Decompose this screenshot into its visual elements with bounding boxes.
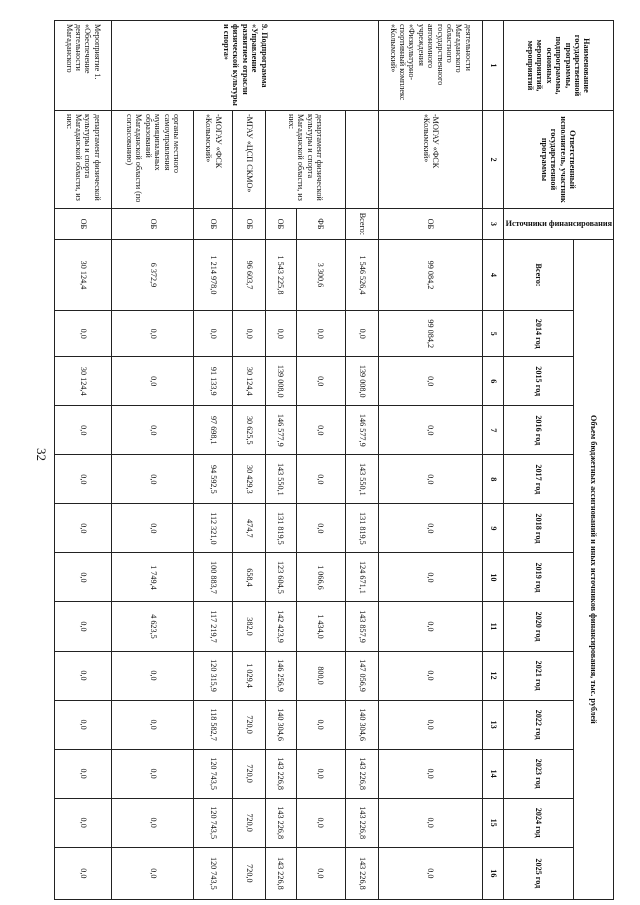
value-cell: 142 423,9 <box>265 602 296 651</box>
value-cell: 0,0 <box>378 700 482 749</box>
value-cell: 140 304,6 <box>345 700 378 749</box>
value-cell: 0,0 <box>112 406 194 455</box>
index-cell: 10 <box>483 553 504 602</box>
value-cell: 0,0 <box>345 311 378 357</box>
value-cell: 94 592,5 <box>194 455 232 504</box>
index-cell: 9 <box>483 504 504 553</box>
total-cell: 1 546 526,4 <box>345 239 378 311</box>
value-cell: 720,0 <box>232 700 265 749</box>
value-cell: 658,4 <box>232 553 265 602</box>
value-cell: 0,0 <box>378 406 482 455</box>
value-cell: 123 604,5 <box>265 553 296 602</box>
value-cell: 118 582,7 <box>194 700 232 749</box>
index-cell: 12 <box>483 651 504 700</box>
index-cell: 6 <box>483 357 504 406</box>
value-cell: 1 749,4 <box>112 553 194 602</box>
value-cell: 0,0 <box>378 847 482 899</box>
value-cell: 720,0 <box>232 798 265 847</box>
value-cell: 0,0 <box>55 651 112 700</box>
value-cell: 120 315,9 <box>194 651 232 700</box>
index-cell: 2 <box>483 110 504 208</box>
value-cell: 0,0 <box>296 311 345 357</box>
executor-cell: департамент физической культуры и спорта Магаданской области, из них: <box>265 110 345 208</box>
value-cell: 146 256,9 <box>265 651 296 700</box>
header-year: 2018 год <box>504 504 574 553</box>
value-cell: 99 084,2 <box>378 311 482 357</box>
value-cell: 30 429,3 <box>232 455 265 504</box>
value-cell: 800,0 <box>296 651 345 700</box>
value-cell: 100 883,7 <box>194 553 232 602</box>
page-number: 32 <box>34 448 49 461</box>
program-name-cell: деятельности Магаданского областного государственного автономного учреждения «Физкультурно-спортивный комплекс «Колымский» <box>378 21 482 111</box>
executor-cell: -МОГАУ «ФСК «Колымский» <box>194 110 232 208</box>
value-cell: 0,0 <box>296 504 345 553</box>
executor-cell: департамент физической культуры и спорта Магаданской области, из них: <box>55 110 112 208</box>
table-row <box>112 21 194 900</box>
value-cell: 30 124,4 <box>55 357 112 406</box>
value-cell: 0,0 <box>55 602 112 651</box>
index-cell: 4 <box>483 239 504 311</box>
header-year: 2015 год <box>504 357 574 406</box>
header-total: Всего: <box>504 239 574 311</box>
value-cell: 0,0 <box>296 357 345 406</box>
value-cell: 0,0 <box>55 504 112 553</box>
total-cell: 1 543 225,8 <box>265 239 296 311</box>
table-row <box>194 21 232 900</box>
header-year: 2023 год <box>504 749 574 798</box>
source-cell: Всего: <box>345 209 378 240</box>
source-cell: ОБ <box>265 209 296 240</box>
value-cell: 0,0 <box>232 311 265 357</box>
value-cell: 143 226,8 <box>345 749 378 798</box>
value-cell: 143 226,8 <box>265 749 296 798</box>
value-cell: 1 066,6 <box>296 553 345 602</box>
index-cell: 14 <box>483 749 504 798</box>
executor-cell: -МГАУ «ЦСП СКМО» <box>232 110 265 208</box>
index-cell: 5 <box>483 311 504 357</box>
index-cell: 1 <box>483 21 504 111</box>
value-cell: 0,0 <box>112 504 194 553</box>
table-row <box>378 21 482 900</box>
value-cell: 143 226,8 <box>345 847 378 899</box>
value-cell: 0,0 <box>112 798 194 847</box>
value-cell: 143 226,8 <box>265 798 296 847</box>
value-cell: 140 304,6 <box>265 700 296 749</box>
value-cell: 0,0 <box>378 455 482 504</box>
value-cell: 91 133,9 <box>194 357 232 406</box>
value-cell: 0,0 <box>55 455 112 504</box>
subprogram-name-cell: 9. Подпрограмма «Управление развитием отрасли физической культуры и спорта» <box>112 21 379 111</box>
value-cell: 0,0 <box>296 749 345 798</box>
index-cell: 8 <box>483 455 504 504</box>
value-cell: 0,0 <box>112 749 194 798</box>
value-cell: 143 550,1 <box>265 455 296 504</box>
header-year: 2021 год <box>504 651 574 700</box>
value-cell: 146 577,9 <box>345 406 378 455</box>
value-cell: 0,0 <box>296 406 345 455</box>
header-funding-source <box>504 209 614 240</box>
value-cell: 146 577,9 <box>265 406 296 455</box>
value-cell: 0,0 <box>296 847 345 899</box>
total-cell: 99 084,2 <box>378 239 482 311</box>
source-cell: ОБ <box>112 209 194 240</box>
total-cell: 3 300,6 <box>296 239 345 311</box>
value-cell: 0,0 <box>55 311 112 357</box>
rotated-table-container <box>54 20 614 900</box>
value-cell: 139 008,0 <box>265 357 296 406</box>
total-cell: 1 214 978,0 <box>194 239 232 311</box>
table-row <box>55 21 112 900</box>
value-cell: 131 819,5 <box>265 504 296 553</box>
value-cell: 131 819,5 <box>345 504 378 553</box>
value-cell: 0,0 <box>194 311 232 357</box>
value-cell: 143 226,8 <box>345 798 378 847</box>
header-program-name: Наименование государственной программы, подпрограммы, основных мероприятий, мероприятий <box>504 21 614 111</box>
source-cell: ОБ <box>194 209 232 240</box>
header-year: 2017 год <box>504 455 574 504</box>
source-cell: ОБ <box>55 209 112 240</box>
value-cell: 143 226,8 <box>265 847 296 899</box>
value-cell: 0,0 <box>55 847 112 899</box>
value-cell: 0,0 <box>112 651 194 700</box>
value-cell: 0,0 <box>55 798 112 847</box>
index-row <box>483 21 504 900</box>
value-cell: 0,0 <box>112 357 194 406</box>
header-year: 2016 год <box>504 406 574 455</box>
value-cell: 97 698,1 <box>194 406 232 455</box>
value-cell: 0,0 <box>55 749 112 798</box>
value-cell: 0,0 <box>296 455 345 504</box>
value-cell: 120 743,5 <box>194 847 232 899</box>
value-cell: 120 743,5 <box>194 749 232 798</box>
value-cell: 0,0 <box>112 311 194 357</box>
page-number-wrap <box>35 448 49 462</box>
executor-cell <box>345 110 378 208</box>
index-cell: 13 <box>483 700 504 749</box>
header-year: 2024 год <box>504 798 574 847</box>
value-cell: 0,0 <box>378 749 482 798</box>
value-cell: 0,0 <box>378 504 482 553</box>
value-cell: 0,0 <box>296 700 345 749</box>
header-year: 2025 год <box>504 847 574 899</box>
index-cell: 11 <box>483 602 504 651</box>
value-cell: 0,0 <box>296 798 345 847</box>
value-cell: 1 029,4 <box>232 651 265 700</box>
header-year: 2020 год <box>504 602 574 651</box>
value-cell: 139 008,0 <box>345 357 378 406</box>
value-cell: 0,0 <box>378 553 482 602</box>
header-year: 2019 год <box>504 553 574 602</box>
value-cell: 0,0 <box>112 455 194 504</box>
table-row <box>232 21 265 900</box>
executor-cell: -МОГАУ «ФСК «Колымский» <box>378 110 482 208</box>
value-cell: 0,0 <box>55 553 112 602</box>
value-cell: 143 550,1 <box>345 455 378 504</box>
value-cell: 147 056,9 <box>345 651 378 700</box>
total-cell: 96 603,7 <box>232 239 265 311</box>
value-cell: 720,0 <box>232 749 265 798</box>
header-year: 2022 год <box>504 700 574 749</box>
value-cell: 0,0 <box>378 798 482 847</box>
value-cell: 474,7 <box>232 504 265 553</box>
value-cell: 0,0 <box>378 651 482 700</box>
index-cell: 7 <box>483 406 504 455</box>
header-year: 2014 год <box>504 311 574 357</box>
value-cell: 143 857,9 <box>345 602 378 651</box>
value-cell: 120 743,5 <box>194 798 232 847</box>
value-cell: 117 219,7 <box>194 602 232 651</box>
value-cell: 112 321,0 <box>194 504 232 553</box>
value-cell: 124 671,1 <box>345 553 378 602</box>
index-cell: 3 <box>483 209 504 240</box>
value-cell: 0,0 <box>112 847 194 899</box>
value-cell: 4 623,5 <box>112 602 194 651</box>
value-cell: 720,0 <box>232 847 265 899</box>
table-row <box>296 21 345 900</box>
value-cell: 0,0 <box>55 700 112 749</box>
value-cell: 0,0 <box>378 357 482 406</box>
value-cell: 382,0 <box>232 602 265 651</box>
total-cell: 30 124,4 <box>55 239 112 311</box>
funding-table <box>54 20 614 900</box>
source-cell: ОБ <box>232 209 265 240</box>
header-funding-source-text: Источники финансирования <box>505 219 612 229</box>
value-cell: 0,0 <box>112 700 194 749</box>
executor-cell: органы местного самоуправления муниципальных образований Магаданской области (по согласованию) <box>112 110 194 208</box>
total-cell: 6 372,9 <box>112 239 194 311</box>
value-cell: 30 124,4 <box>232 357 265 406</box>
header-funding-title: Объем бюджетных ассигнований и иных источников финансирования, тыс. рублей <box>574 239 614 899</box>
value-cell: 0,0 <box>265 311 296 357</box>
index-cell: 16 <box>483 847 504 899</box>
header-executor: Ответственный исполнитель, участник государственной программы <box>504 110 614 208</box>
table-row <box>345 21 378 900</box>
source-cell: ФБ <box>296 209 345 240</box>
source-cell: ОБ <box>378 209 482 240</box>
value-cell: 0,0 <box>378 602 482 651</box>
measure-name-cell: Мероприятие 1. «Обеспечение деятельности Магаданского <box>55 21 112 111</box>
value-cell: 30 625,5 <box>232 406 265 455</box>
value-cell: 0,0 <box>55 406 112 455</box>
value-cell: 1 434,0 <box>296 602 345 651</box>
index-cell: 15 <box>483 798 504 847</box>
